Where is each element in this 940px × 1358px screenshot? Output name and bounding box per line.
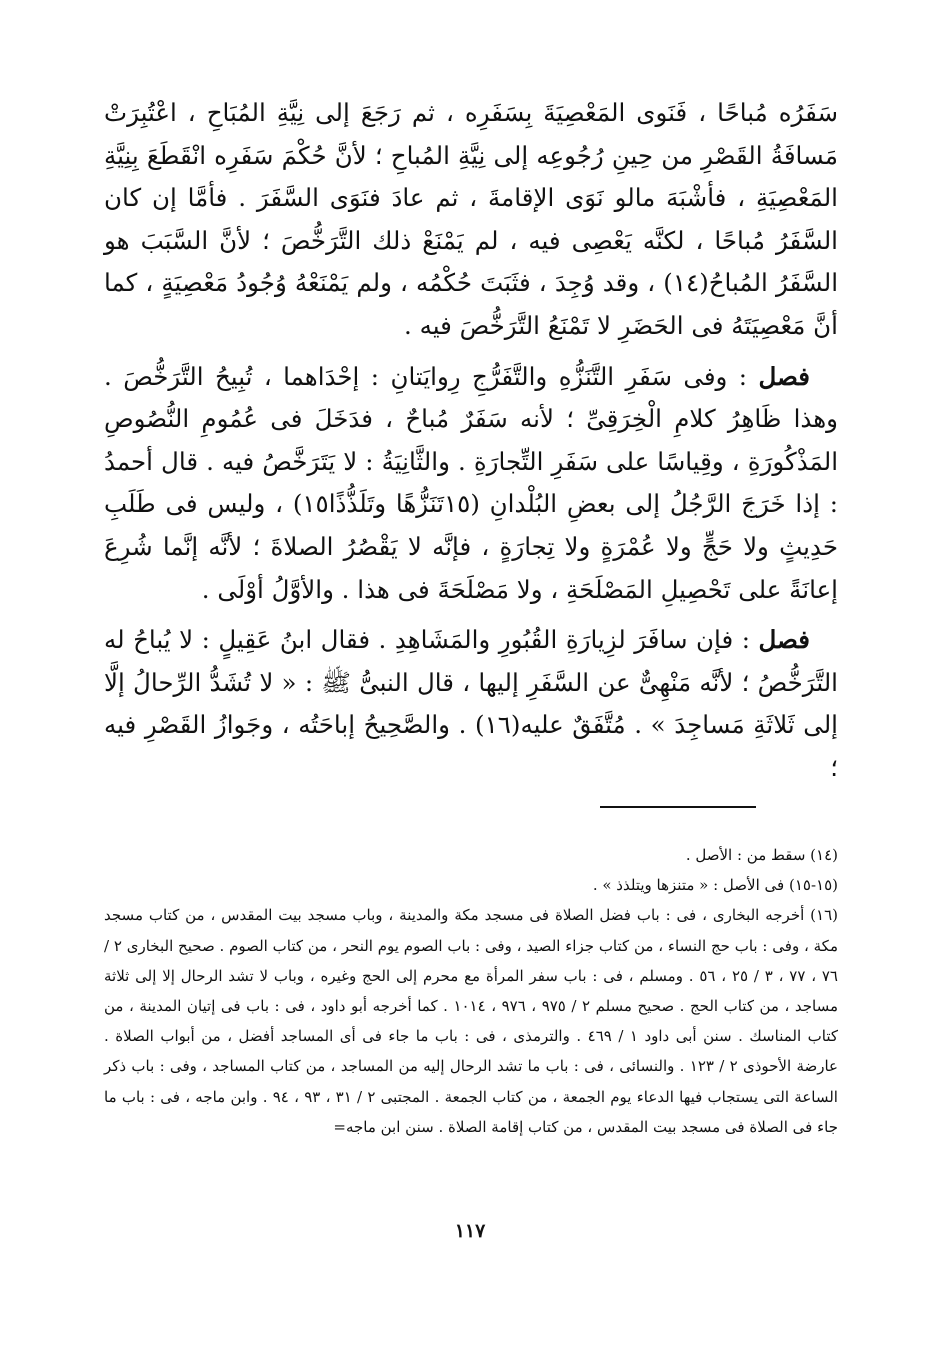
- main-text-block: [104, 92, 838, 798]
- section-heading-fasl: فصل: [758, 361, 810, 391]
- footnote-16: (١٦) أخرجه البخارى ، فى : باب فضل الصلاة فى مسجد مكة والمدينة ، وباب مسجد بيت المقدس ، من كتاب مسجد مكة ، وفى : باب حج النساء ، من كتاب جزاء الصيد ، وفى : باب الصوم يوم النحر ، من كتاب الصوم . صحيح البخارى ٢ / ٧٦ ، ٧٧ ، ٣ / ٢٥ ، ٥٦ . ومسلم ، فى : باب سفر المرأة مع محرم إلى الحج وغيره ، وباب لا تشد الرحال إلا إلى ثلاثة مساجد ، من كتاب الحج . صحيح مسلم ٢ / ٩٧٥ ، ٩٧٦ ، ١٠١٤ . كما أخرجه أبو داود ، فى : باب فى إتيان المدينة ، من كتاب المناسك . سنن أبى داود ١ / ٤٦٩ . والترمذى ، فى : باب ما جاء فى أى المساجد أفضل ، من أبواب الصلاة . عارضة الأحوذى ٢ / ١٢٣ . والنسائى ، فى : باب ما تشد الرحال إليه من المساجد ، من كتاب المساجد ، وفى : باب ذكر الساعة التى يستجاب فيها الدعاء يوم الجمعة ، من كتاب الجمعة . المجتبى ٢ / ٣١ ، ٩٣ ، ٩٤ . وابن ماجه ، فى : باب ما جاء فى الصلاة فى مسجد بيت المقدس ، من كتاب إقامة الصلاة . سنن ابن ماجه=: [104, 906, 839, 1136]
- paragraph-2: [104, 356, 838, 612]
- footnote-divider: [600, 806, 756, 808]
- paragraph-1-text: سَفَرُه مُباحًا ، فَنَوى المَعْصِيَةَ بِسَفَرِه ، ثم رَجَعَ إلى نِيَّةِ المُبَاحِ ، اعْتُبِرَتْ مَسافَةُ القَصْرِ من حِينِ رُجُوعِه إلى نِيَّةِ المُباحِ ؛ لأنَّ حُكْمَ سَفَرِه انْقَطَعَ بِنِيَّةِ المَعْصِيَةِ ، فأشْبَهَ مالو نَوَى الإقامةَ ، ثم عادَ فنَوَى السَّفَرَ . فأمَّا إن كان السَّفَرُ مُباحًا ، لكنَّه يَعْصِى فيه ، لم يَمْنَعْ ذلك التَّرَخُّصَ ؛ لأنَّ السَّبَبَ هو السَّفَرُ المُباحُ(١٤) ، وقد وُجِدَ ، فثَبَتَ حُكْمُه ، ولم يَمْنَعْهُ وُجُودُ مَعْصِيَةٍ ، كما أنَّ مَعْصِيَتَهُ فى الحَضَرِ لا تَمْنَعُ التَّرَخُّصَ فيه .: [104, 98, 839, 340]
- footnote-14: (١٤) سقط من : الأصل .: [685, 846, 838, 864]
- section-heading-fasl: فصل: [758, 625, 810, 655]
- page-number: ١١٧: [454, 1220, 486, 1242]
- paragraph-3: [104, 619, 838, 789]
- footnotes-block: [104, 840, 838, 1142]
- paragraph-1: [104, 92, 838, 348]
- paragraph-2-text: : وفى سَفَرِ التَّنَزُّهِ والتَّفَرُّجِ رِوايَتانِ : إحْدَاهما ، تُبِيحُ التَّرَخُّصَ . وهذا ظَاهِرُ كلامِ الْخِرَقِىِّ ؛ لأنه سَفَرٌ مُباحٌ ، فدَخَلَ فى عُمُومِ النُّصُوصِ المَذْكُورَةِ ، وقِياسًا على سَفَرِ التِّجارَةِ . والثَّانِيَةُ : لا يَتَرَخَّصُ فيه . قال أحمدُ : إذا خَرَجَ الرَّجُلُ إلى بعضِ البُلْدانِ (١٥تَنَزُّهًا وتَلَذُّذًا١٥) ، وليس فى طَلَبِ حَدِيثٍ ولا حَجٍّ ولا عُمْرَةٍ ولا تِجارَةٍ ، فإنَّه لا يَقْصُرُ الصلاةَ ؛ لأنَّه إنَّما شُرِعَ إعانَةً على تَحْصِيلِ المَصْلَحَةِ ، ولا مَصْلَحَةَ فى هذا . والأوَّلُ أوْلَى .: [104, 361, 838, 604]
- footnote-15: (١٥-١٥) فى الأصل : « متنزها ويتلذذ » .: [592, 876, 838, 895]
- paragraph-3-text: : فإن سافَرَ لزِيارَةِ القُبُورِ والمَشَاهِدِ . فقال ابنُ عَقِيلٍ : لا يُباحُ له التَّرَخُّصُ ؛ لأنَّه مَنْهِىٌّ عن السَّفَرِ إليها ، قال النبىُّ ﷺ : « لا تُشَدُّ الرِّحالُ إلَّا إلى ثَلاثَةِ مَساجِدَ » . مُتَّفَقٌ عليه(١٦) . والصَّحِيحُ إباحَتُه ، وجَوازُ القَصْرِ فيه ؛: [104, 625, 838, 782]
